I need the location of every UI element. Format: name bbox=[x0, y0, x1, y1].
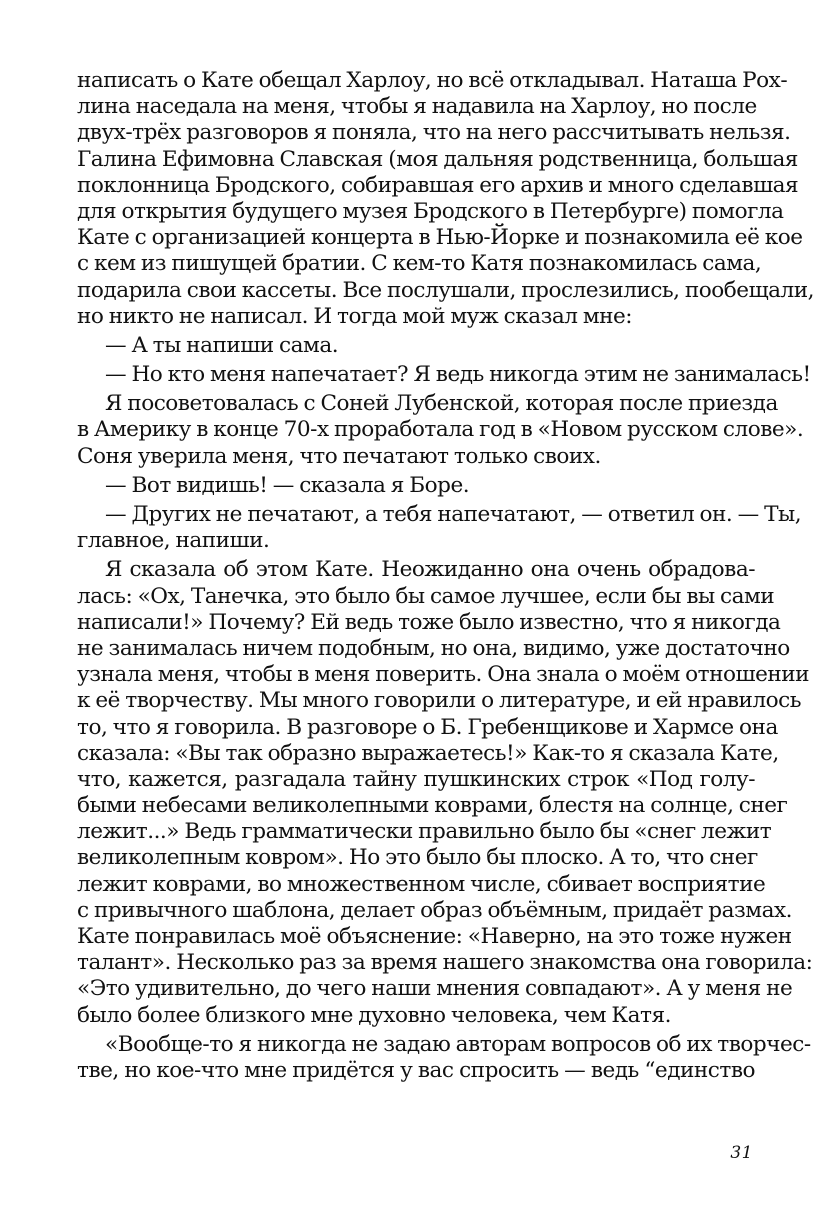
text-line: написали!» Почему? Ей ведь тоже было известно, что я никогда bbox=[77, 609, 781, 635]
text-line: то, что я говорила. В разговоре о Б. Гребенщикове и Хармсе она bbox=[77, 714, 778, 740]
text-line: двух-трёх разговоров я поняла, что на него рассчитывать нельзя. bbox=[77, 120, 791, 146]
text-line: Соня уверила меня, что печатают только своих. bbox=[77, 443, 601, 469]
text-line: в Америку в конце 70-х проработала год в «Новом русском слове». bbox=[77, 417, 804, 443]
text-line: быми небесами великолепными коврами, блестя на солнце, снег bbox=[77, 793, 788, 819]
text-line: Кате с организацией концерта в Нью-Йорке и познакомила её кое bbox=[77, 225, 803, 251]
page-body bbox=[77, 68, 815, 1084]
text-line: — Вот видишь! — сказала я Боре. bbox=[105, 472, 470, 498]
text-line: лежит...» Ведь грамматически правильно было бы «снег лежит bbox=[77, 819, 772, 845]
text-line: с привычного шаблона, делает образ объёмным, придаёт размах. bbox=[77, 897, 792, 923]
text-line: узнала меня, чтобы в меня поверить. Она знала о моём отношении bbox=[77, 662, 810, 688]
text-line: лина наседала на меня, чтобы я надавила на Харлоу, но после bbox=[77, 94, 757, 120]
text-line: Галина Ефимовна Славская (моя дальняя родственница, большая bbox=[77, 146, 798, 172]
text-line: Кате понравилась моё объяснение: «Наверно, на это тоже нужен bbox=[77, 924, 792, 949]
text-line: поклонница Бродского, собиравшая его архив и много сделавшая bbox=[77, 172, 799, 198]
text-line: но никто не написал. И тогда мой муж сказал мне: bbox=[77, 303, 633, 329]
text-line: Я посоветовалась с Соней Лубенской, которая после приезда bbox=[105, 391, 778, 417]
text-line: с кем из пишущей братии. С кем-то Катя познакомилась сама, bbox=[77, 251, 762, 277]
page-number: 31 bbox=[730, 1143, 753, 1163]
text-line: — Других не печатают, а тебя напечатают, — ответил он. — Ты, bbox=[105, 502, 802, 527]
text-line: написать о Кате обещал Харлоу, но всё откладывал. Наташа Рох- bbox=[77, 68, 788, 93]
text-line: лась: «Ох, Танечка, это было бы самое лучшее, если бы вы сами bbox=[77, 583, 775, 609]
text-line: не занималась ничем подобным, но она, видимо, уже достаточно bbox=[77, 635, 790, 661]
text-line: — Но кто меня напечатает? Я ведь никогда этим не занималась! bbox=[105, 362, 811, 388]
text-line: подарила свои кассеты. Все послушали, прослезились, пообещали, bbox=[77, 277, 815, 303]
text-line: лежит коврами, во множественном числе, сбивает восприятие bbox=[77, 871, 766, 897]
text-line: сказала: «Вы так образно выражаетесь!» Как-то я сказала Кате, bbox=[77, 740, 779, 766]
text-line: «Это удивительно, до чего наши мнения совпадают». А у меня не bbox=[77, 976, 793, 1002]
text-line: Я сказала об этом Кате. Неожиданно она очень обрадова- bbox=[105, 557, 755, 583]
text-line: «Вообще-то я никогда не задаю авторам вопросов об их творчес- bbox=[105, 1031, 811, 1057]
text-line: было более близкого мне духовно человека, чем Катя. bbox=[77, 1002, 671, 1028]
text-line: главное, напиши. bbox=[77, 528, 270, 554]
text-line: — А ты напиши сама. bbox=[105, 332, 339, 358]
text-line: для открытия будущего музея Бродского в Петербурге) помогла bbox=[77, 198, 784, 224]
text-line: к её творчеству. Мы много говорили о литературе, и ей нравилось bbox=[77, 688, 801, 714]
body-text bbox=[77, 68, 815, 1084]
text-line: великолепным ковром». Но это было бы плоско. А то, что снег bbox=[77, 845, 758, 871]
text-line: талант». Несколько раз за время нашего знакомства она говорила: bbox=[77, 950, 813, 976]
text-line: что, кажется, разгадала тайну пушкинских строк «Под голу- bbox=[77, 766, 755, 792]
text-line: тве, но кое-что мне придётся у вас спросить — ведь “единство bbox=[77, 1057, 755, 1083]
